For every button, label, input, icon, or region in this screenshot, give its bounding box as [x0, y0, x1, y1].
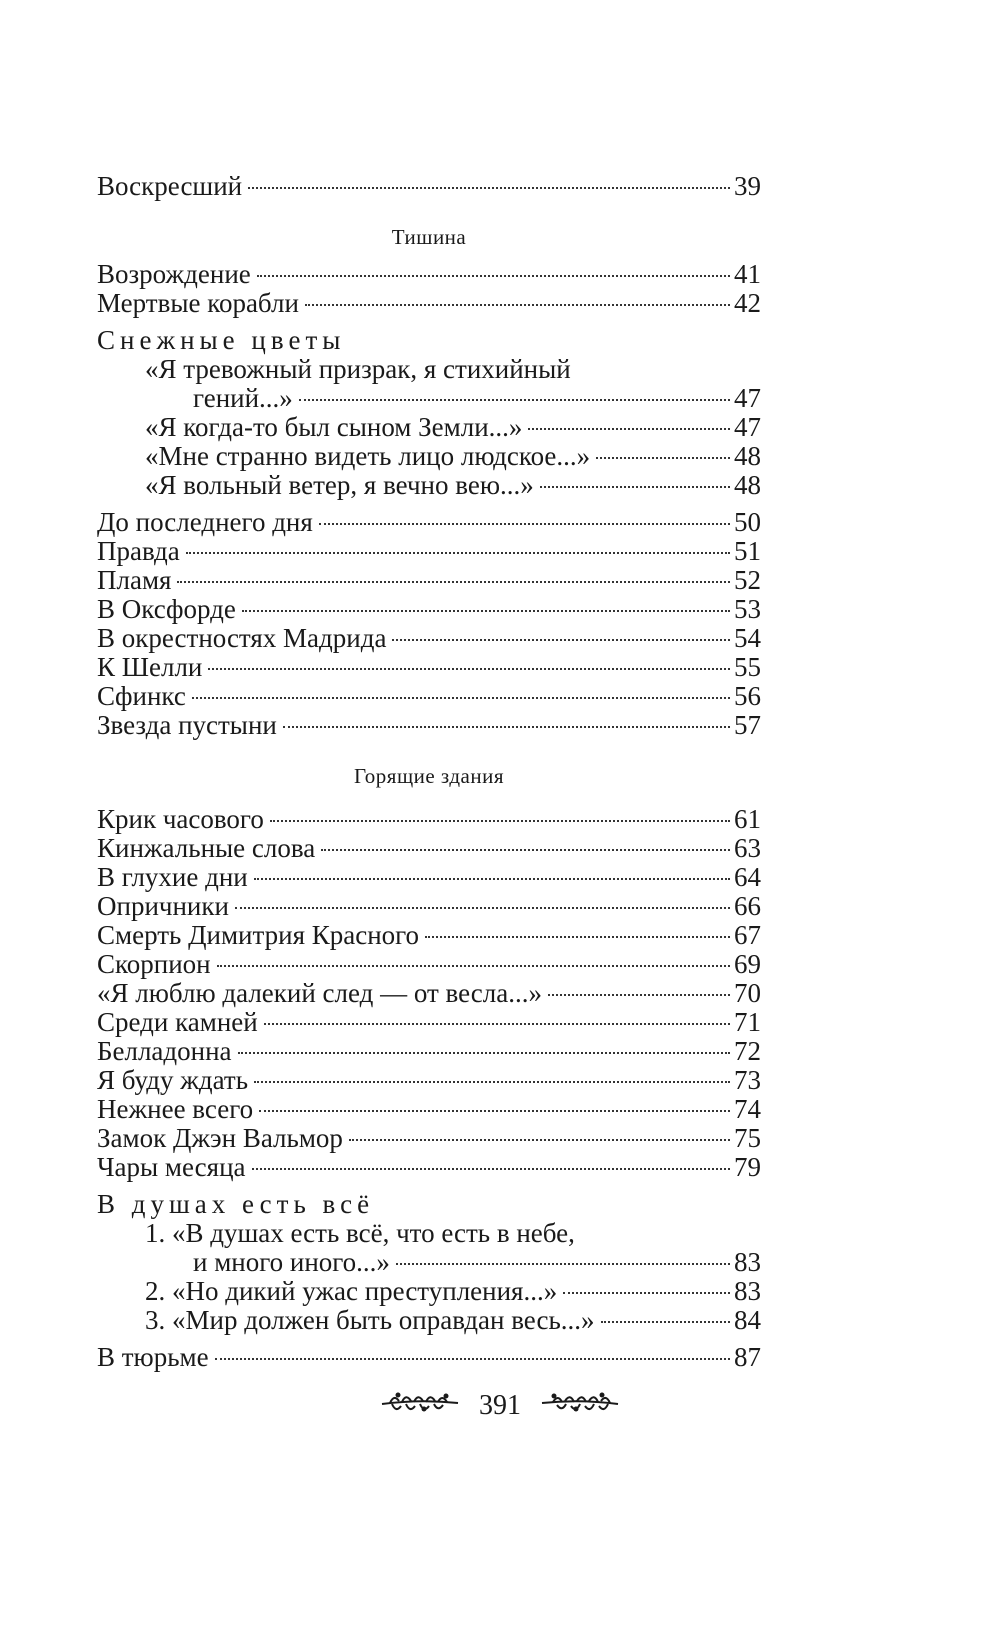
entry-page: 63: [734, 833, 761, 863]
entry-page: 87: [734, 1342, 761, 1372]
entry-title: Звезда пустыни: [97, 710, 277, 740]
entry-title: гений...»: [193, 383, 293, 413]
entry-page: 79: [734, 1152, 761, 1182]
entry-page: 52: [734, 565, 761, 595]
dot-leader: [254, 878, 730, 880]
toc-entry[interactable]: [97, 1343, 761, 1372]
entry-page: 42: [734, 288, 761, 318]
entry-title: В глухие дни: [97, 862, 248, 892]
entry-page: 53: [734, 594, 761, 624]
section-heading: Тишина: [391, 225, 467, 249]
toc-entry[interactable]: [97, 834, 761, 863]
toc-entry[interactable]: [97, 442, 761, 471]
poem-first-line[interactable]: 1. «В душах есть всё, что есть в небе,: [145, 1218, 575, 1248]
entry-title: Сфинкс: [97, 681, 186, 711]
dot-leader: [215, 1358, 730, 1360]
entry-page: 56: [734, 681, 761, 711]
dot-leader: [264, 1023, 730, 1025]
floral-ornament-left-icon: [380, 1387, 460, 1425]
dot-leader: [548, 994, 730, 996]
toc-entry[interactable]: [97, 1095, 761, 1124]
toc-entry[interactable]: [97, 1306, 761, 1335]
dot-leader: [235, 907, 730, 909]
entry-page: 70: [734, 978, 761, 1008]
dot-leader: [425, 936, 730, 938]
dot-leader: [396, 1263, 730, 1265]
toc-entry[interactable]: [97, 1277, 761, 1306]
entry-page: 71: [734, 1007, 761, 1037]
toc-entry[interactable]: [97, 566, 761, 595]
toc-entry[interactable]: [97, 892, 761, 921]
entry-page: 83: [734, 1276, 761, 1306]
dot-leader: [208, 668, 730, 670]
dot-leader: [254, 1081, 730, 1083]
entry-title: Я буду ждать: [97, 1065, 249, 1095]
floral-ornament-right-icon: [540, 1387, 620, 1425]
entry-page: 61: [734, 804, 761, 834]
entry-title: Воскресший: [97, 171, 243, 201]
entry-title: и много иного...»: [193, 1247, 390, 1277]
dot-leader: [259, 1110, 730, 1112]
dot-leader: [270, 820, 730, 822]
dot-leader: [305, 304, 730, 306]
entry-title: Смерть Димитрия Красного: [97, 920, 420, 950]
dot-leader: [252, 1168, 731, 1170]
dot-leader: [186, 552, 730, 554]
dot-leader: [242, 610, 730, 612]
entry-page: 74: [734, 1094, 761, 1124]
entry-page: 39: [734, 171, 761, 201]
entry-title: Мертвые корабли: [97, 288, 299, 318]
dot-leader: [563, 1292, 730, 1294]
toc-entry[interactable]: [97, 413, 761, 442]
page-number: 391: [479, 1390, 521, 1421]
entry-title: Возрождение: [97, 259, 251, 289]
entry-title: Чары месяца: [97, 1152, 246, 1182]
entry-title: «Я люблю далекий след — от весла...»: [97, 978, 542, 1008]
entry-title: Кинжальные слова: [97, 833, 316, 863]
entry-title: Крик часового: [97, 804, 264, 834]
toc-entry[interactable]: [97, 805, 761, 834]
section-heading: Горящие здания: [354, 764, 504, 788]
dot-leader: [217, 965, 730, 967]
entry-page: 48: [734, 441, 761, 471]
toc-entry[interactable]: [97, 979, 761, 1008]
entry-page: 67: [734, 920, 761, 950]
entry-title: В окрестностях Мадрида: [97, 623, 387, 653]
entry-page: 54: [734, 623, 761, 653]
cycle-title: В душах есть всё: [97, 1189, 375, 1219]
entry-title: «Мне странно видеть лицо людское...»: [145, 441, 591, 471]
entry-page: 75: [734, 1123, 761, 1153]
entry-page: 69: [734, 949, 761, 979]
toc-entry[interactable]: [97, 921, 761, 950]
toc-entry[interactable]: [97, 384, 761, 413]
entry-title: Замок Джэн Вальмор: [97, 1123, 343, 1153]
dot-leader: [299, 399, 730, 401]
toc-entry[interactable]: [97, 711, 761, 740]
entry-title: Скорпион: [97, 949, 211, 979]
toc-entry[interactable]: [97, 653, 761, 682]
toc-entry[interactable]: [97, 508, 761, 537]
toc-entry[interactable]: [97, 950, 761, 979]
entry-title: Нежнее всего: [97, 1094, 254, 1124]
toc-entry[interactable]: [97, 1037, 761, 1066]
dot-leader: [321, 849, 730, 851]
toc-entry[interactable]: [97, 624, 761, 653]
dot-leader: [528, 428, 730, 430]
entry-page: 57: [734, 710, 761, 740]
dot-leader: [319, 523, 730, 525]
dot-leader: [192, 697, 730, 699]
toc-entry[interactable]: [97, 537, 761, 566]
entry-title: 2. «Но дикий ужас преступления...»: [145, 1276, 558, 1306]
toc-entry[interactable]: [97, 1124, 761, 1153]
toc-entry[interactable]: [97, 595, 761, 624]
entry-title: Правда: [97, 536, 180, 566]
cycle-title: Снежные цветы: [97, 325, 346, 355]
dot-leader: [540, 486, 730, 488]
entry-page: 55: [734, 652, 761, 682]
entry-page: 50: [734, 507, 761, 537]
poem-first-line[interactable]: «Я тревожный призрак, я стихийный: [145, 354, 571, 384]
entry-title: Опричники: [97, 891, 229, 921]
dot-leader: [601, 1321, 730, 1323]
toc-entry[interactable]: [97, 1008, 761, 1037]
entry-title: В Оксфорде: [97, 594, 236, 624]
toc-entry[interactable]: [97, 172, 761, 201]
entry-title: «Я когда-то был сыном Земли...»: [145, 412, 523, 442]
entry-title: Среди камней: [97, 1007, 258, 1037]
dot-leader: [349, 1139, 730, 1141]
dot-leader: [257, 275, 730, 277]
dot-leader: [283, 726, 730, 728]
entry-title: К Шелли: [97, 652, 203, 682]
entry-title: В тюрьме: [97, 1342, 209, 1372]
entry-title: Пламя: [97, 565, 172, 595]
dot-leader: [392, 639, 730, 641]
entry-page: 51: [734, 536, 761, 566]
toc-entry[interactable]: [97, 1153, 761, 1182]
table-of-contents: [97, 172, 761, 1372]
entry-title: До последнего дня: [97, 507, 313, 537]
toc-entry[interactable]: [97, 863, 761, 892]
entry-page: 84: [734, 1305, 761, 1335]
entry-page: 73: [734, 1065, 761, 1095]
toc-entry[interactable]: [97, 682, 761, 711]
entry-page: 66: [734, 891, 761, 921]
page-footer: [0, 1387, 1000, 1425]
entry-page: 41: [734, 259, 761, 289]
dot-leader: [177, 581, 730, 583]
toc-entry[interactable]: [97, 471, 761, 500]
entry-page: 83: [734, 1247, 761, 1277]
entry-title: Белладонна: [97, 1036, 232, 1066]
dot-leader: [596, 457, 730, 459]
entry-page: 47: [734, 412, 761, 442]
entry-page: 48: [734, 470, 761, 500]
entry-title: «Я вольный ветер, я вечно вею...»: [145, 470, 534, 500]
toc-entry[interactable]: [97, 1248, 761, 1277]
toc-entry[interactable]: [97, 289, 761, 318]
toc-entry[interactable]: [97, 260, 761, 289]
dot-leader: [238, 1052, 730, 1054]
entry-page: 47: [734, 383, 761, 413]
toc-entry[interactable]: [97, 1066, 761, 1095]
entry-title: 3. «Мир должен быть оправдан весь...»: [145, 1305, 595, 1335]
dot-leader: [248, 187, 730, 189]
entry-page: 64: [734, 862, 761, 892]
entry-page: 72: [734, 1036, 761, 1066]
